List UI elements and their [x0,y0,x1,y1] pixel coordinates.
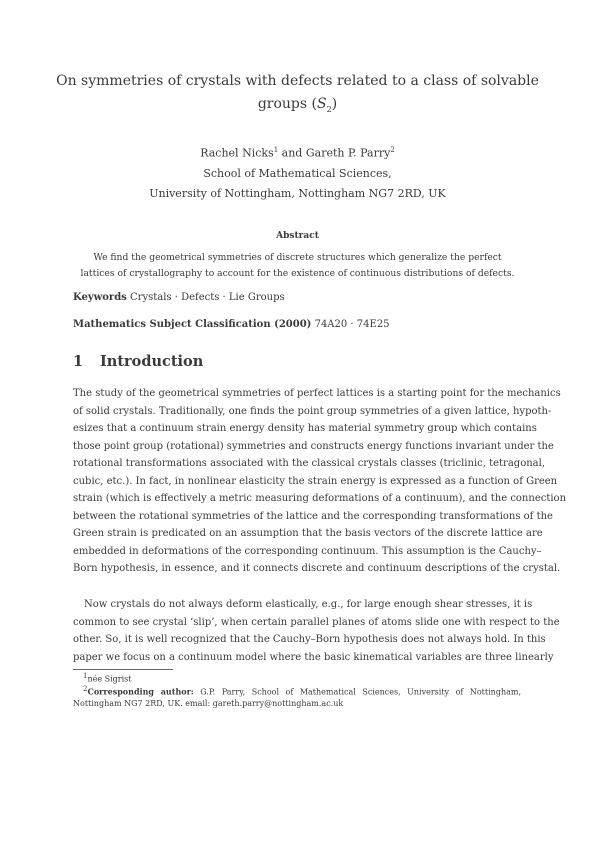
paragraph-line: The study of the geometrical symmetries of perfect lattices is a starting point for the mechanics [73,388,561,399]
paragraph-line: cubic, etc.). In fact, in nonlinear elasticity the strain energy is expressed as a function of Green [73,475,558,487]
author-1: Rachel Nicks [200,146,274,160]
msc-label: Mathematics Subject Classification (2000) [73,319,312,330]
author-2: Gareth P. Parry [305,146,391,160]
abstract-body [0,250,595,282]
paragraph-line: Born hypothesis, in essence, and it connects discrete and continuum descriptions of the crystal. [73,563,561,574]
footnote-2-line-2: Nottingham NG7 2RD, UK. email: gareth.parry@nottingham.ac.uk [73,698,344,708]
footnote-2-line-1-text: G.P. Parry, School of Mathematical Sciences, University of Nottingham, [193,687,521,697]
paragraph-line: common to see crystal ‘slip’, when certain parallel planes of atoms slide one with respect to the [73,616,560,628]
paragraph-line: embedded in deformations of the corresponding continuum. This assumption is the Cauchy– [73,545,542,557]
title-symbol: S [317,96,327,112]
author-block [0,140,595,204]
msc-text: 74A20 · 74E25 [311,319,390,330]
footnote-2-line-1 [73,683,521,697]
title-line-2 [0,93,595,121]
author-2-mark: 2 [390,146,395,154]
section-number: 1 [73,353,84,370]
abstract-heading: Abstract [276,231,319,241]
keywords-label: Keywords [73,292,127,303]
footnote-2-label: Corresponding author: [87,686,194,697]
paragraph-line: those point group (rotational) symmetries and constructs energy functions invariant under the [73,440,554,452]
paper-title [0,70,595,121]
paragraph-line: Now crystals do not always deform elastically, e.g., for large enough shear stresses, it is [84,599,533,610]
paragraph-line: paper we focus on a continuum model where the basic kinematical variables are three linearly [73,651,554,663]
footnote-1-text: née Sigrist [87,674,132,684]
keywords [73,292,285,303]
footnote-1-mark: 1 [83,672,88,680]
paragraph-line: rotational transformations associated with the classical crystals classes (triclinic, tetragonal, [73,458,545,469]
footnote-2 [73,683,521,710]
keywords-text: Crystals · Defects · Lie Groups [126,292,285,303]
author-and: and [278,146,306,160]
paragraph-line: Green strain is predicated on an assumption that the basis vectors of the discrete lattice are [73,528,543,539]
title-subscript: 2 [326,104,332,114]
title-line-1: On symmetries of crystals with defects related to a class of solvable [56,73,539,89]
msc-classification [73,319,390,330]
abstract-line-2: lattices of crystallography to account for the existence of continuous distributions of defects. [80,268,515,279]
paragraph-line: between the rotational symmetries of the lattice and the corresponding transformations of the [73,510,553,522]
intro-paragraph-2 [73,596,560,666]
affiliation-line-1: School of Mathematical Sciences, [203,166,392,180]
title-line-2-text: groups ( [257,96,317,112]
title-line-2-end: ) [331,96,338,112]
paragraph-line: of solid crystals. Traditionally, one finds the point group symmetries of a given lattice, hypoth- [73,405,552,417]
author-1-mark: 1 [273,146,279,154]
intro-paragraph-1 [73,385,567,578]
author-names [0,140,595,164]
affiliation-line-2: University of Nottingham, Nottingham NG7 2RD, UK [149,186,446,200]
paragraph-line: strain (which is effectively a metric measuring deformations of a continuum), and the connection [73,493,567,504]
abstract-line-1: We find the geometrical symmetries of discrete structures which generalize the perfect [93,252,502,263]
paragraph-line: other. So, it is well recognized that the Cauchy–Born hypothesis does not always hold. In this [73,634,546,645]
section-heading [73,353,203,370]
section-title: Introduction [100,353,204,370]
paragraph-line: esizes that a continuum strain energy density has material symmetry group which contains [73,423,537,434]
footnote-2-mark: 2 [83,685,88,693]
